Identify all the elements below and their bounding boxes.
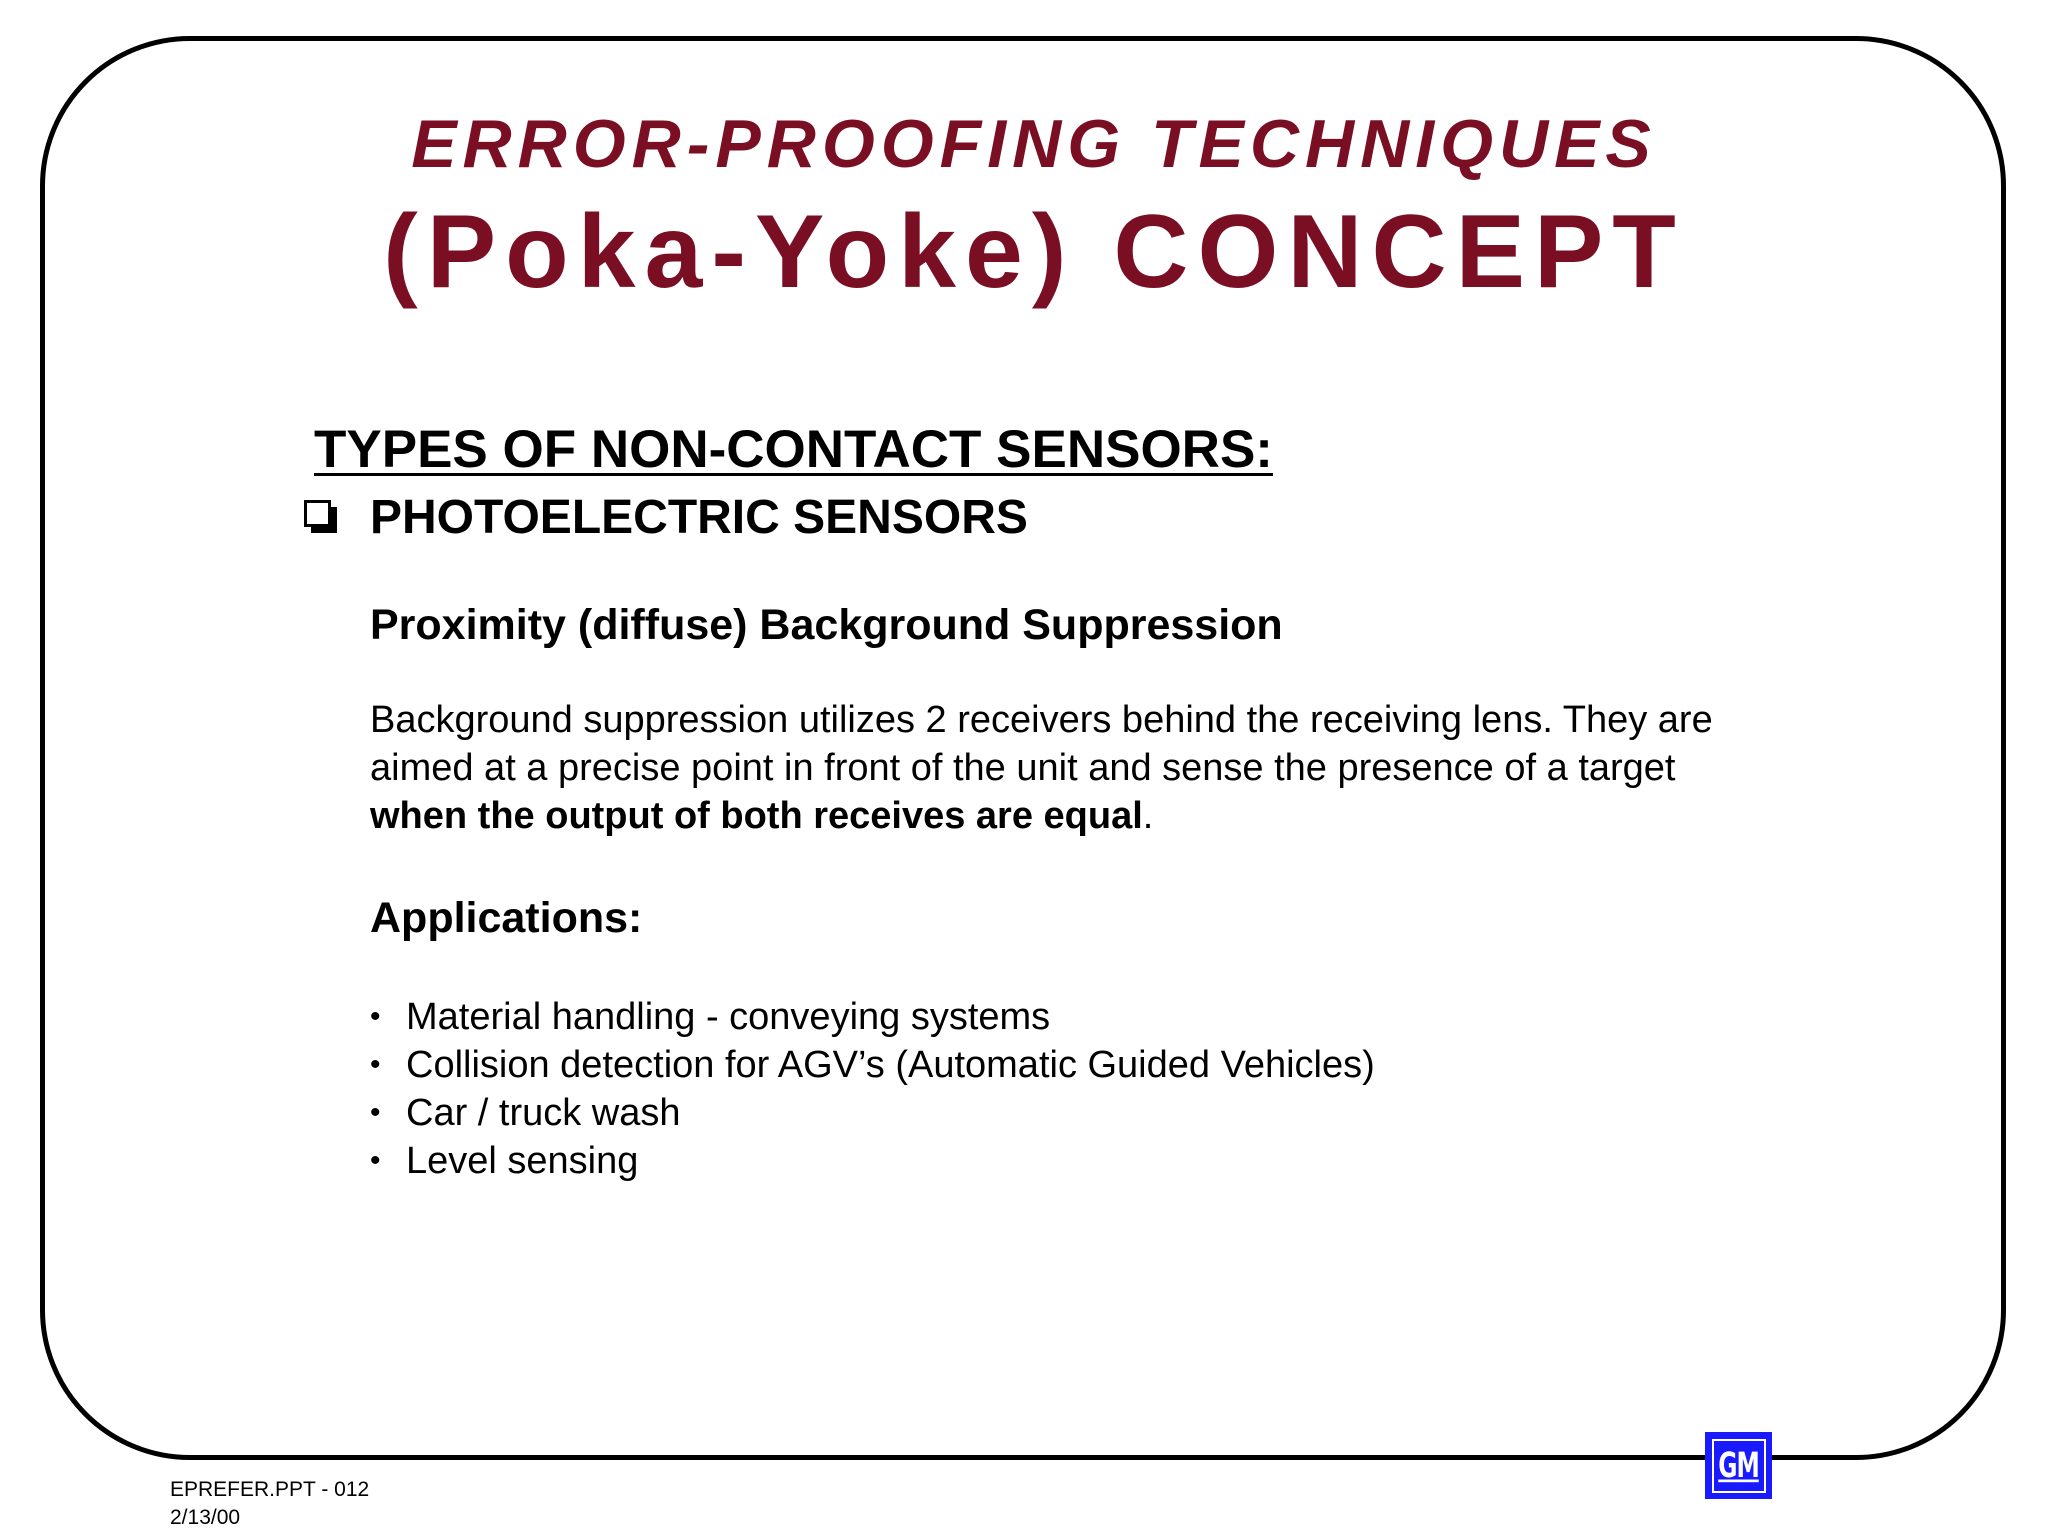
list-item-text: Collision detection for AGV’s (Automatic Guided Vehicles) <box>406 1044 1375 1086</box>
applications-heading: Applications: <box>370 894 643 942</box>
list-item-text: Material handling - conveying systems <box>406 996 1051 1038</box>
checkbox-icon <box>304 500 337 533</box>
section-heading: TYPES OF NON-CONTACT SENSORS: <box>314 420 1273 479</box>
list-item <box>370 1089 1375 1137</box>
footer-filename: EPREFER.PPT - 012 <box>170 1478 370 1501</box>
applications-list <box>370 993 1375 1185</box>
footer-date: 2/13/00 <box>170 1506 241 1529</box>
bullet-icon: • <box>370 1048 381 1081</box>
list-item <box>370 993 1375 1041</box>
list-item <box>370 1137 1375 1185</box>
list-item <box>370 1041 1375 1089</box>
paragraph-bold-text: when the output of both receives are equal <box>370 795 1143 837</box>
footer <box>170 1476 369 1532</box>
gm-logo-text: GM <box>1718 1445 1759 1486</box>
gm-logo-border <box>1712 1439 1766 1493</box>
paragraph-line <box>370 792 1820 840</box>
gm-logo <box>1705 1432 1772 1499</box>
list-item-text: Level sensing <box>406 1140 639 1182</box>
subheading: Proximity (diffuse) Background Suppression <box>370 601 1283 649</box>
bullet-icon: • <box>370 1096 381 1129</box>
paragraph-line: aimed at a precise point in front of the unit and sense the presence of a target <box>370 747 1676 789</box>
title-line-2: (Poka-Yoke) CONCEPT <box>383 194 1685 310</box>
paragraph-line: Background suppression utilizes 2 receivers behind the receiving lens. They are <box>370 699 1713 741</box>
list-item-text: Car / truck wash <box>406 1092 681 1134</box>
bullet-icon: • <box>370 1000 381 1033</box>
bullet-icon: • <box>370 1144 381 1177</box>
title-line-1: ERROR-PROOFING TECHNIQUES <box>411 106 1657 182</box>
description-paragraph <box>370 696 1820 840</box>
paragraph-tail: . <box>1142 795 1154 837</box>
checkbox-item-label: PHOTOELECTRIC SENSORS <box>370 491 1028 544</box>
